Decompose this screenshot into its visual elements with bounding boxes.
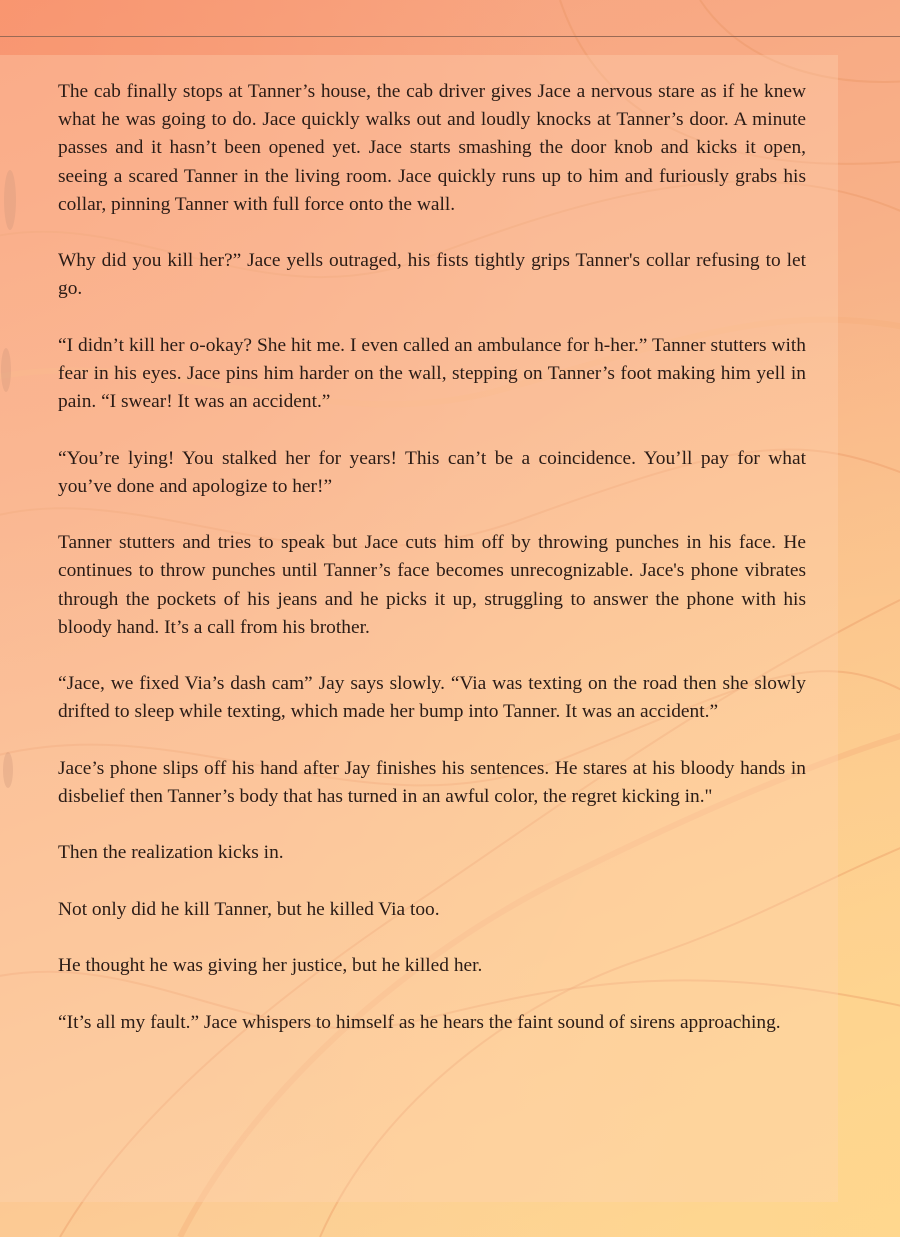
story-paragraph: Why did you kill her?” Jace yells outraged, his fists tightly grips Tanner's collar refusing to let go. [58, 250, 806, 300]
story-paragraph: “Jace, we fixed Via’s dash cam” Jay says slowly. “Via was texting on the road then she slowly drifted to sleep while texting, which made her bump into Tanner. It was an accident.” [58, 673, 806, 723]
story-paragraph: The cab finally stops at Tanner’s house, the cab driver gives Jace a nervous stare as if he knew what he was going to do. Jace quickly walks out and loudly knocks at Tanner’s door. A minute passes and it hasn’t been opened yet. Jace starts smashing the door knob and kicks it open, seeing a scared Tanner in the living room. Jace quickly runs up to him and furiously grabs his collar, pinning Tanner with full force onto the wall. [58, 81, 806, 215]
story-text [58, 78, 806, 1065]
story-paragraph: Then the realization kicks in. [58, 842, 284, 864]
story-paragraph: Not only did he kill Tanner, but he killed Via too. [58, 898, 440, 920]
story-paragraph: “I didn’t kill her o-okay? She hit me. I even called an ambulance for h-her.” Tanner stutters with fear in his eyes. Jace pins him harder on the wall, stepping on Tanner’s foot making him yell in pain. “I swear! It was an accident.” [58, 334, 806, 413]
story-paragraph: He thought he was giving her justice, but he killed her. [58, 955, 483, 977]
story-paragraph: “It’s all my fault.” Jace whispers to himself as he hears the faint sound of sirens approaching. [58, 1011, 781, 1033]
header-divider-line [0, 36, 900, 37]
story-paragraph: Jace’s phone slips off his hand after Jay finishes his sentences. He stares at his bloody hands in disbelief then Tanner’s body that has turned in an awful color, the regret kicking in." [58, 757, 806, 807]
story-paragraph: “You’re lying! You stalked her for years! This can’t be a coincidence. You’ll pay for what you’ve done and apologize to her!” [58, 447, 806, 497]
story-paragraph: Tanner stutters and tries to speak but Jace cuts him off by throwing punches in his face. He continues to throw punches until Tanner’s face becomes unrecognizable. Jace's phone vibrates through the pockets of his jeans and he picks it up, struggling to answer the phone with his bloody hand. It’s a call from his brother. [58, 532, 806, 638]
